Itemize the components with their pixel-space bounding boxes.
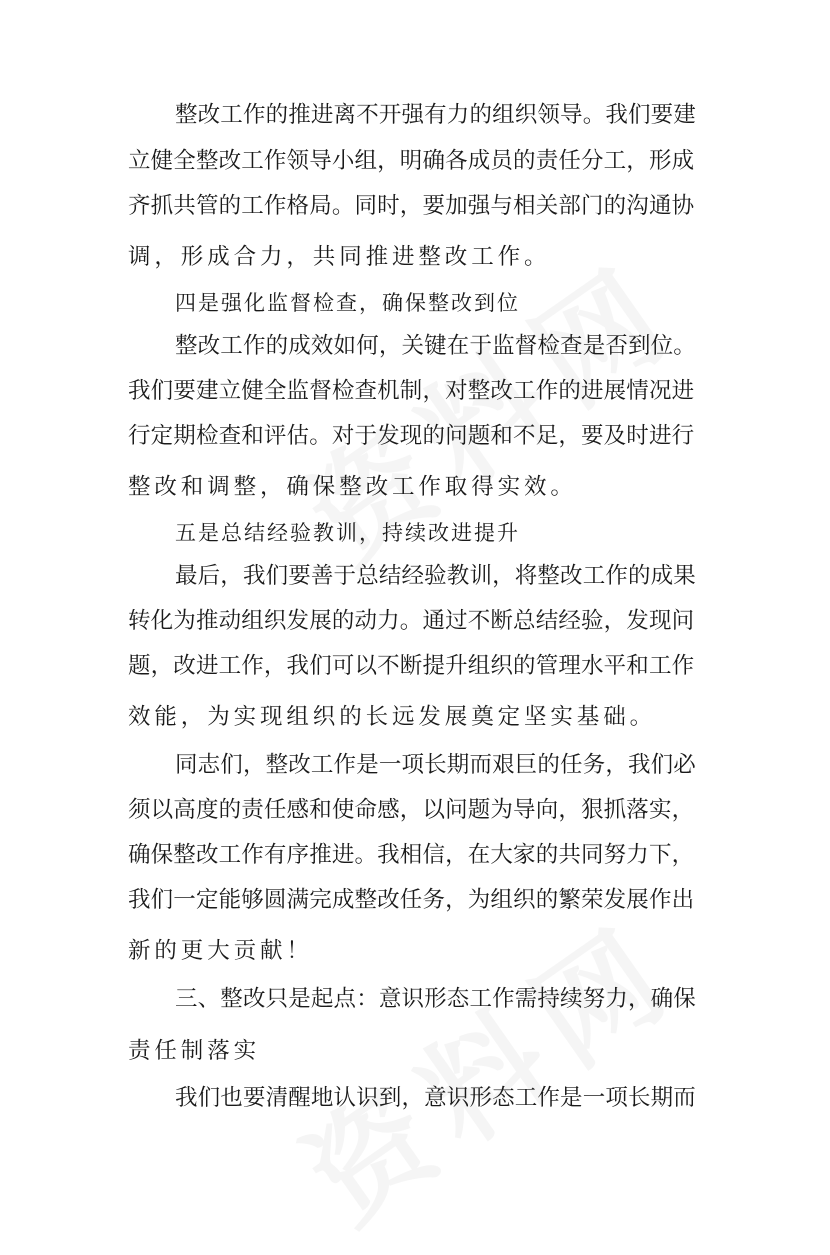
paragraph-line: 转化为推动组织发展的动力。通过不断总结经验，发现问 xyxy=(128,608,695,634)
paragraph-line: 我们一定能够圆满完成整改任务，为组织的繁荣发展作出 xyxy=(128,887,695,913)
paragraph-line: 最后，我们要善于总结经验教训，将整改工作的成果 xyxy=(175,563,696,589)
paragraph-line: 同志们，整改工作是一项长期而艰巨的任务，我们必 xyxy=(175,752,696,778)
paragraph-line: 我们要建立健全监督检查机制，对整改工作的进展情况进 xyxy=(128,378,695,404)
paragraph-line: 齐抓共管的工作格局。同时，要加强与相关部门的沟通协 xyxy=(128,193,695,219)
section-heading: 三、整改只是起点：意识形态工作需持续努力，确保 xyxy=(175,986,696,1012)
paragraph-line: 调，形成合力，共同推进整改工作。 xyxy=(128,244,551,270)
paragraph-line: 整改工作的成效如何，关键在于监督检查是否到位。 xyxy=(175,333,696,359)
paragraph-line: 题，改进工作，我们可以不断提升组织的管理水平和工作 xyxy=(128,653,695,679)
paragraph-line: 效能，为实现组织的长远发展奠定坚实基础。 xyxy=(128,704,657,730)
section-heading: 责任制落实 xyxy=(128,1038,261,1064)
paragraph-line: 整改和调整，确保整改工作取得实效。 xyxy=(128,474,577,500)
paragraph-line: 须以高度的责任感和使命感，以问题为导向，狠抓落实， xyxy=(128,797,695,823)
watermark-text xyxy=(268,877,706,1255)
paragraph-line: 新的更大贡献！ xyxy=(128,938,313,964)
paragraph-line: 整改工作的推进离不开强有力的组织领导。我们要建 xyxy=(175,102,696,128)
paragraph-line: 立健全整改工作领导小组，明确各成员的责任分工，形成 xyxy=(128,148,695,174)
section-heading: 五是总结经验教训，持续改进提升 xyxy=(175,521,520,545)
paragraph-line: 行定期检查和评估。对于发现的问题和不足，要及时进行 xyxy=(128,423,695,449)
paragraph-line: 确保整改工作有序推进。我相信，在大家的共同努力下， xyxy=(128,842,695,868)
section-heading: 四是强化监督检查，确保整改到位 xyxy=(175,291,520,315)
paragraph-line: 我们也要清醒地认识到，意识形态工作是一项长期而 xyxy=(175,1085,696,1111)
